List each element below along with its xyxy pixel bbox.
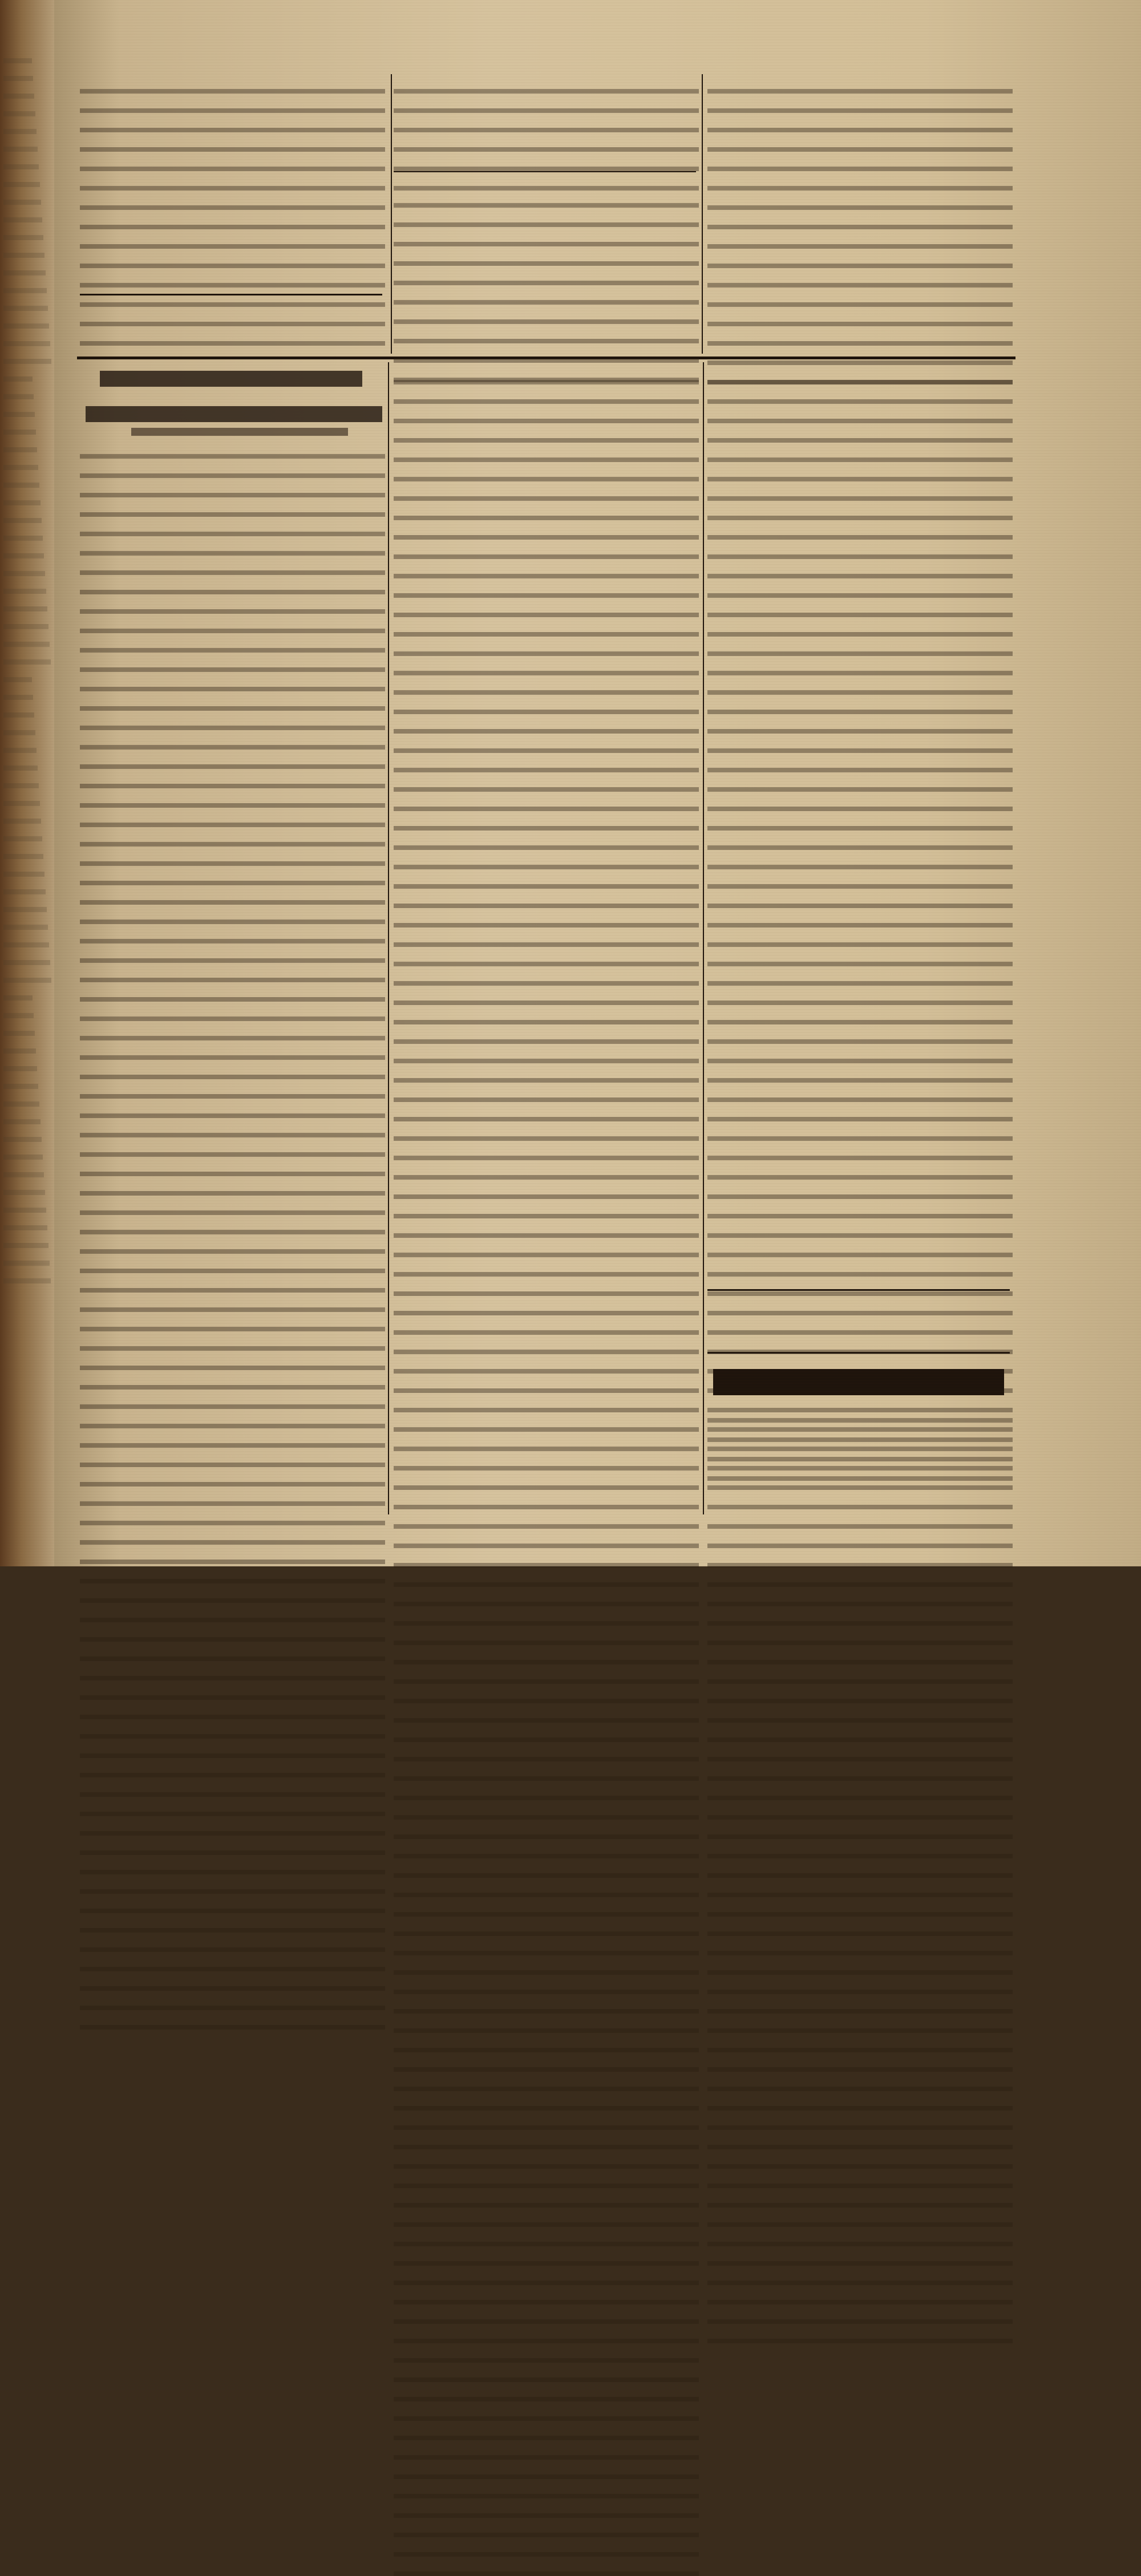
fragment-line [3, 58, 32, 63]
fragment-line [3, 1048, 36, 1054]
fragment-line [3, 801, 40, 806]
fragment-line [3, 677, 32, 682]
fragment-line [3, 659, 51, 665]
fragment-line [3, 1261, 50, 1266]
fragment-line [3, 76, 33, 81]
fragment-line [3, 1190, 45, 1195]
fragment-line [3, 872, 44, 877]
fragment-line [3, 111, 35, 116]
fragment-line [3, 1084, 38, 1089]
fragment-line [3, 730, 35, 735]
fragment-line [3, 1066, 37, 1071]
heading [100, 371, 362, 387]
fragment-line [3, 447, 37, 452]
fragment-line [3, 606, 47, 611]
top-column-rule-2 [702, 74, 703, 354]
fragment-line [3, 889, 46, 894]
fragment-line [3, 765, 38, 771]
fragment-line [3, 1137, 42, 1142]
fragment-line [3, 995, 33, 1001]
fragment-line [3, 129, 37, 134]
fragment-line [3, 182, 40, 187]
middle-column-text [394, 188, 699, 382]
fragment-line [3, 748, 37, 753]
fragment-line [3, 942, 49, 947]
fragment-line [3, 536, 43, 541]
fragment-line [3, 624, 48, 629]
fragment-line [3, 235, 43, 240]
fragment-line [3, 571, 45, 576]
fragment-line [3, 341, 50, 346]
fragment-line [3, 1278, 51, 1283]
right-column-text [707, 365, 1013, 2343]
fragment-line [3, 518, 42, 523]
fragment-line [3, 306, 48, 311]
fragment-line [3, 394, 34, 399]
left-column-text [80, 439, 385, 2030]
fragment-line [3, 1208, 46, 1213]
fragment-line [3, 642, 50, 647]
fragment-line [3, 978, 51, 983]
fragment-line [3, 836, 42, 841]
top-column-rule-1 [391, 74, 392, 354]
fragment-line [3, 359, 51, 364]
fragment-line [3, 253, 44, 258]
fragment-line [3, 695, 33, 700]
fragment-line [3, 1013, 34, 1018]
fragment-line [3, 1101, 39, 1107]
fragment-line [3, 589, 46, 594]
fragment-line [3, 217, 42, 222]
fragment-line [3, 819, 41, 824]
fragment-line [3, 907, 47, 912]
fragment-line [3, 94, 34, 99]
fragment-line [3, 376, 33, 382]
heading [131, 428, 348, 436]
middle-column-text [394, 74, 699, 191]
column-rule-1 [388, 362, 389, 1514]
fragment-line [3, 1243, 48, 1248]
fragment-line [3, 412, 35, 417]
fragment-line [3, 1119, 41, 1124]
right-column-text [707, 1403, 1013, 1481]
fragment-line [3, 288, 47, 293]
fragment-line [3, 200, 41, 205]
fragment-line [3, 323, 49, 329]
advertisement [713, 1369, 1004, 1395]
fragment-line [3, 960, 50, 965]
fragment-line [3, 1031, 35, 1036]
right-column-text [707, 74, 1013, 384]
middle-column-text [394, 365, 699, 2576]
fragment-line [3, 430, 36, 435]
heading [86, 406, 382, 422]
column-rule-2 [703, 362, 704, 1514]
fragment-line [3, 854, 43, 859]
fragment-line [3, 270, 46, 276]
fragment-line [3, 1225, 47, 1230]
fragment-line [3, 500, 41, 505]
fragment-line [3, 712, 34, 718]
fragment-line [3, 783, 39, 788]
fragment-line [3, 483, 39, 488]
fragment-line [3, 1172, 44, 1177]
fragment-line [3, 465, 38, 470]
fragment-line [3, 925, 48, 930]
fragment-line [3, 164, 39, 169]
previous-page-fragment [0, 46, 52, 1506]
fragment-line [3, 147, 38, 152]
fragment-line [3, 1155, 43, 1160]
fragment-line [3, 553, 44, 558]
left-column-text [80, 74, 385, 346]
